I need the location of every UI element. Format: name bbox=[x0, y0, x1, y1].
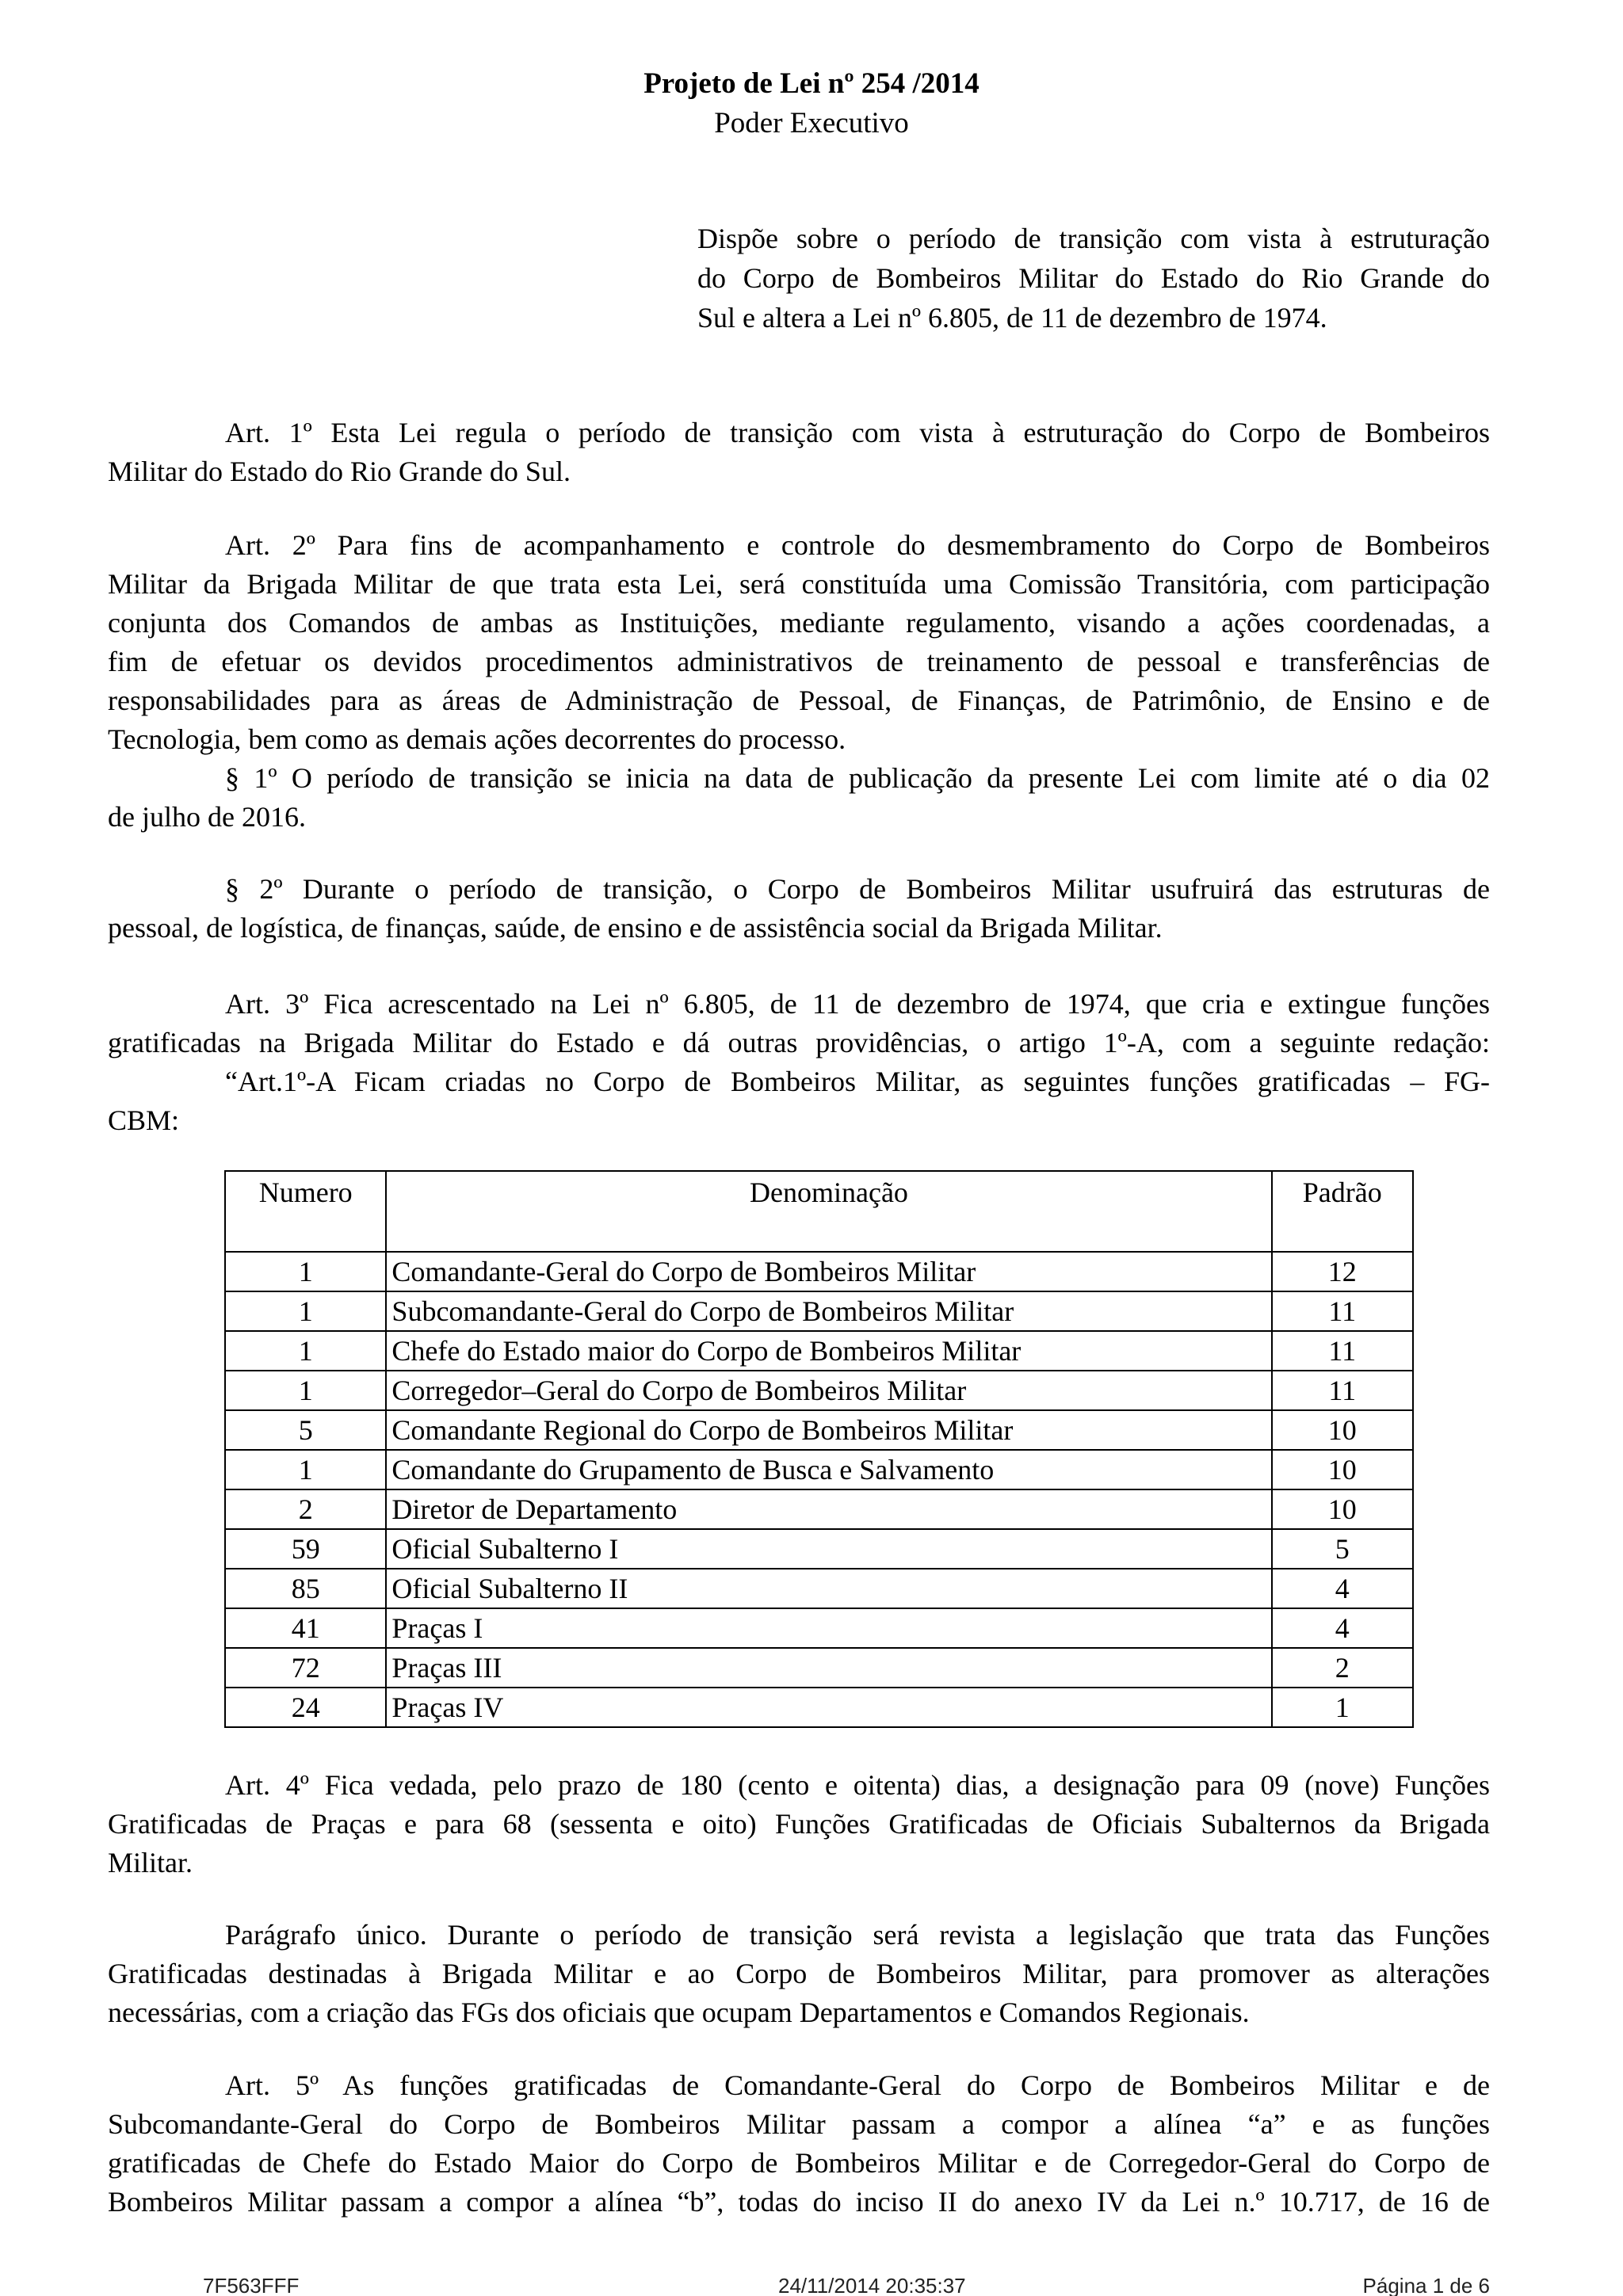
article-line: Militar. bbox=[108, 1847, 193, 1878]
article-line: Tecnologia, bem como as demais ações decorrentes do processo. bbox=[108, 723, 846, 755]
cell-numero: 1 bbox=[225, 1291, 386, 1331]
cell-padrao: 10 bbox=[1272, 1489, 1414, 1529]
cell-padrao: 2 bbox=[1272, 1648, 1414, 1688]
cell-numero: 85 bbox=[225, 1569, 386, 1608]
cell-denominacao: Praças III bbox=[386, 1648, 1271, 1688]
article-line: Militar da Brigada Militar de que trata esta Lei, será constituída uma Comissão Transitória, com participação bbox=[108, 568, 1490, 600]
article-line: necessárias, com a criação das FGs dos oficiais que ocupam Departamentos e Comandos Regionais. bbox=[108, 1997, 1250, 2028]
article-3 bbox=[108, 985, 1490, 1140]
cell-numero: 1 bbox=[225, 1331, 386, 1371]
table-row bbox=[225, 1410, 1413, 1450]
cell-numero: 1 bbox=[225, 1371, 386, 1410]
article-2 bbox=[108, 526, 1490, 837]
table-row bbox=[225, 1688, 1413, 1727]
article-line: Art. 3º Fica acrescentado na Lei nº 6.805, de 11 de dezembro de 1974, que cria e extingue funções bbox=[225, 988, 1490, 1020]
ementa bbox=[697, 219, 1490, 338]
cell-padrao: 10 bbox=[1272, 1410, 1414, 1450]
cell-denominacao: Chefe do Estado maior do Corpo de Bombeiros Militar bbox=[386, 1331, 1271, 1371]
page-title: Projeto de Lei nº 254 /2014 bbox=[643, 67, 980, 100]
cell-padrao: 12 bbox=[1272, 1252, 1414, 1291]
cell-padrao: 5 bbox=[1272, 1529, 1414, 1569]
cell-numero: 24 bbox=[225, 1688, 386, 1727]
cell-denominacao: Subcomandante-Geral do Corpo de Bombeiros Militar bbox=[386, 1291, 1271, 1331]
page-subtitle: Poder Executivo bbox=[714, 107, 909, 139]
article-1 bbox=[108, 414, 1490, 491]
column-header-denominacao: Denominação bbox=[386, 1171, 1271, 1252]
footer-datetime: 24/11/2014 20:35:37 bbox=[778, 2274, 966, 2296]
page-footer bbox=[108, 2272, 1490, 2296]
article-line: Art. 4º Fica vedada, pelo prazo de 180 (cento e oitenta) dias, a designação para 09 (nove) Funções bbox=[225, 1769, 1490, 1801]
cell-denominacao: Praças I bbox=[386, 1608, 1271, 1648]
article-line: gratificadas na Brigada Militar do Estado e dá outras providências, o artigo 1º-A, com a seguinte redação: bbox=[108, 1027, 1490, 1058]
article-line: § 1º O período de transição se inicia na data de publicação da presente Lei com limite até o dia 02 bbox=[225, 762, 1490, 794]
article-line: conjunta dos Comandos de ambas as Instituições, mediante regulamento, visando a ações coordenadas, a bbox=[108, 607, 1490, 639]
table-row bbox=[225, 1569, 1413, 1608]
ementa-line: Sul e altera a Lei nº 6.805, de 11 de dezembro de 1974. bbox=[697, 302, 1327, 334]
article-line: Parágrafo único. Durante o período de transição será revista a legislação que trata das Funções bbox=[225, 1919, 1490, 1951]
article-4 bbox=[108, 1766, 1490, 1882]
article-line: gratificadas de Chefe do Estado Maior do Corpo de Bombeiros Militar e de Corregedor-Geral do Corpo de bbox=[108, 2147, 1490, 2179]
article-line: Subcomandante-Geral do Corpo de Bombeiros Militar passam a compor a alínea “a” e as funções bbox=[108, 2108, 1490, 2140]
article-line: responsabilidades para as áreas de Administração de Pessoal, de Finanças, de Patrimônio, de Ensino e de bbox=[108, 685, 1490, 716]
article-line: § 2º Durante o período de transição, o Corpo de Bombeiros Militar usufruirá das estruturas de bbox=[225, 873, 1490, 905]
article-4-paragraph-unico bbox=[108, 1916, 1490, 2032]
table-row bbox=[225, 1529, 1413, 1569]
article-line: fim de efetuar os devidos procedimentos administrativos de treinamento de pessoal e transferências de bbox=[108, 646, 1490, 677]
table-row bbox=[225, 1648, 1413, 1688]
cell-numero: 5 bbox=[225, 1410, 386, 1450]
cell-denominacao: Praças IV bbox=[386, 1688, 1271, 1727]
column-header-padrao: Padrão bbox=[1272, 1171, 1414, 1252]
cell-denominacao: Comandante Regional do Corpo de Bombeiros Militar bbox=[386, 1410, 1271, 1450]
table-row bbox=[225, 1489, 1413, 1529]
cell-padrao: 4 bbox=[1272, 1569, 1414, 1608]
article-line: CBM: bbox=[108, 1104, 180, 1136]
cell-padrao: 11 bbox=[1272, 1331, 1414, 1371]
article-5 bbox=[108, 2066, 1490, 2222]
table-row bbox=[225, 1331, 1413, 1371]
cell-padrao: 10 bbox=[1272, 1450, 1414, 1489]
column-header-numero: Numero bbox=[225, 1171, 386, 1252]
article-line: Art. 1º Esta Lei regula o período de transição com vista à estruturação do Corpo de Bombeiros bbox=[225, 417, 1490, 448]
cell-denominacao: Oficial Subalterno II bbox=[386, 1569, 1271, 1608]
cell-numero: 1 bbox=[225, 1450, 386, 1489]
cell-denominacao: Comandante-Geral do Corpo de Bombeiros Militar bbox=[386, 1252, 1271, 1291]
article-line: Militar do Estado do Rio Grande do Sul. bbox=[108, 456, 571, 487]
article-2-paragraph-2 bbox=[108, 870, 1490, 948]
table-row bbox=[225, 1371, 1413, 1410]
document-code: 7F563FFF bbox=[203, 2274, 300, 2296]
cell-numero: 41 bbox=[225, 1608, 386, 1648]
cell-numero: 2 bbox=[225, 1489, 386, 1529]
cell-denominacao: Oficial Subalterno I bbox=[386, 1529, 1271, 1569]
cell-numero: 72 bbox=[225, 1648, 386, 1688]
table-header-row bbox=[225, 1171, 1413, 1252]
table-row bbox=[225, 1252, 1413, 1291]
cell-padrao: 11 bbox=[1272, 1371, 1414, 1410]
ementa-line: do Corpo de Bombeiros Militar do Estado do Rio Grande do bbox=[697, 262, 1490, 294]
cell-padrao: 11 bbox=[1272, 1291, 1414, 1331]
table-row bbox=[225, 1450, 1413, 1489]
article-line: de julho de 2016. bbox=[108, 801, 306, 833]
article-line: Art. 5º As funções gratificadas de Comandante-Geral do Corpo de Bombeiros Militar e de bbox=[225, 2069, 1490, 2101]
cell-padrao: 4 bbox=[1272, 1608, 1414, 1648]
page-number: Página 1 de 6 bbox=[1362, 2274, 1490, 2296]
article-line: Gratificadas destinadas à Brigada Militar e ao Corpo de Bombeiros Militar, para promover as alterações bbox=[108, 1958, 1490, 1989]
article-line: “Art.1º-A Ficam criadas no Corpo de Bombeiros Militar, as seguintes funções gratificadas – FG- bbox=[225, 1066, 1490, 1097]
cell-denominacao: Diretor de Departamento bbox=[386, 1489, 1271, 1529]
cell-denominacao: Corregedor–Geral do Corpo de Bombeiros Militar bbox=[386, 1371, 1271, 1410]
article-line: Art. 2º Para fins de acompanhamento e controle do desmembramento do Corpo de Bombeiros bbox=[225, 529, 1490, 561]
cell-numero: 59 bbox=[225, 1529, 386, 1569]
article-line: Gratificadas de Praças e para 68 (sessenta e oito) Funções Gratificadas de Oficiais Subalternos da Brigada bbox=[108, 1808, 1490, 1840]
table-row bbox=[225, 1608, 1413, 1648]
cell-denominacao: Comandante do Grupamento de Busca e Salvamento bbox=[386, 1450, 1271, 1489]
article-line: Bombeiros Militar passam a compor a alínea “b”, todas do inciso II do anexo IV da Lei n.º 10.717, de 16 de bbox=[108, 2186, 1490, 2218]
cell-numero: 1 bbox=[225, 1252, 386, 1291]
cell-padrao: 1 bbox=[1272, 1688, 1414, 1727]
article-line: pessoal, de logística, de finanças, saúde, de ensino e de assistência social da Brigada Militar. bbox=[108, 912, 1163, 944]
table-row bbox=[225, 1291, 1413, 1331]
functions-table bbox=[224, 1170, 1414, 1728]
ementa-line: Dispõe sobre o período de transição com vista à estruturação bbox=[697, 223, 1490, 254]
